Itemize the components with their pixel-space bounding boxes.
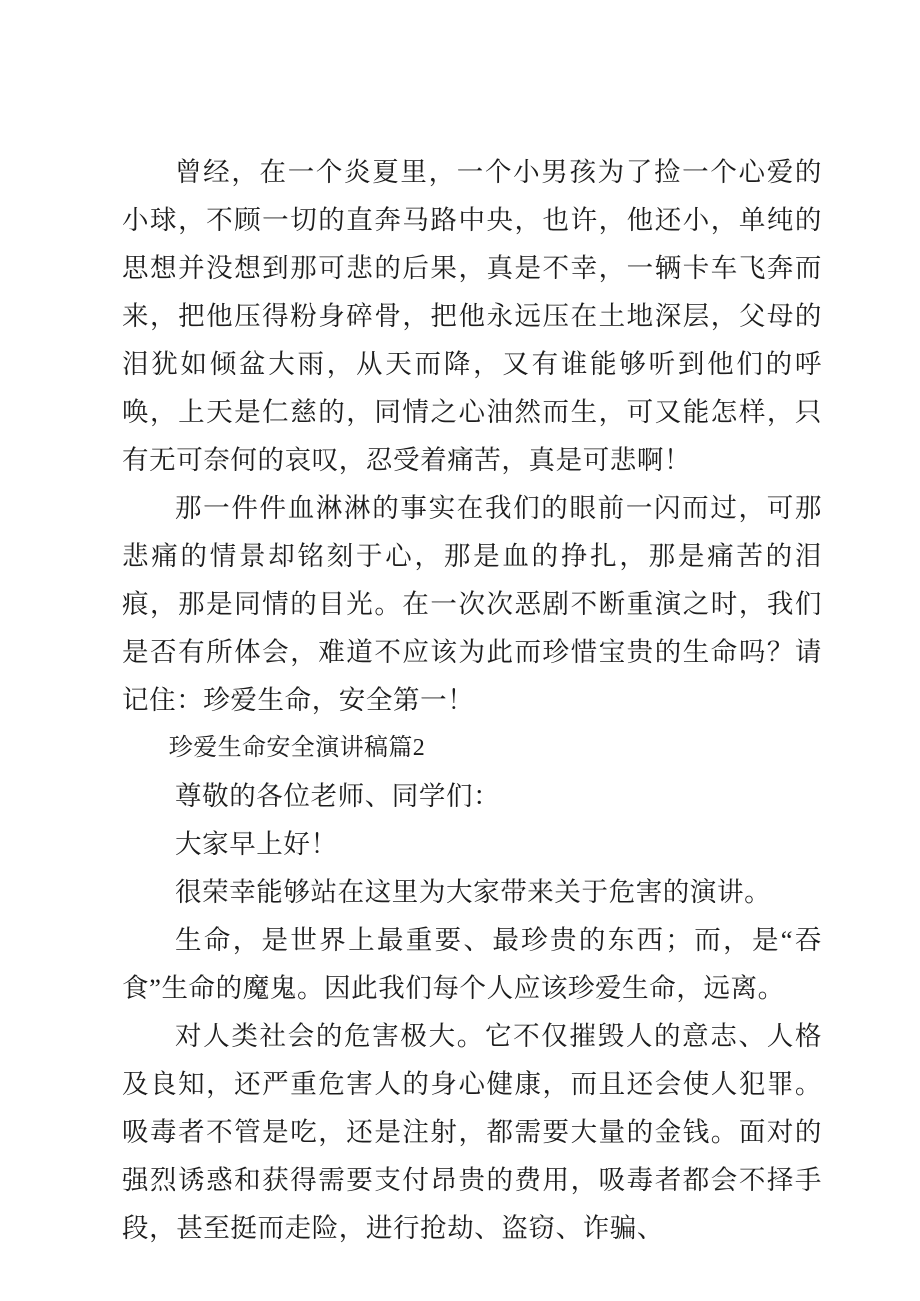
paragraph-2: 那一件件血淋淋的事实在我们的眼前一闪而过，可那悲痛的情景却铭刻于心，那是血的挣扎，那是痛苦的泪痕，那是同情的目光。在一次次恶剧不断重演之时，我们是否有所体会，难道不应该为此而珍惜宝贵的生命吗？请记住：珍爱生命，安全第一！ bbox=[122, 493, 822, 715]
paragraph-social-harm: 对人类社会的危害极大。它不仅摧毁人的意志、人格及良知，还严重危害人的身心健康，而且还会使人犯罪。吸毒者不管是吃，还是注射，都需要大量的金钱。面对的强烈诱惑和获得需要支付昂贵的费用，吸毒者都会不择手段，甚至挺而走险，进行抢劫、盗窃、诈骗、 bbox=[122, 1021, 822, 1243]
document-text-body bbox=[122, 148, 822, 1252]
section-heading-speech-2: 珍爱生命安全演讲稿篇2 bbox=[168, 735, 426, 761]
opening-line: 很荣幸能够站在这里为大家带来关于危害的演讲。 bbox=[175, 877, 772, 907]
paragraph-1: 曾经，在一个炎夏里，一个小男孩为了捡一个心爱的小球，不顾一切的直奔马路中央，也许，他还小，单纯的思想并没想到那可悲的后果，真是不幸，一辆卡车飞奔而来，把他压得粉身碎骨，把他永远压在土地深层，父母的泪犹如倾盆大雨，从天而降，又有谁能够听到他们的呼唤，上天是仁慈的，同情之心油然而生，可又能怎样，只有无可奈何的哀叹，忍受着痛苦，真是可悲啊！ bbox=[122, 157, 822, 475]
paragraph-life-value: 生命，是世界上最重要、最珍贵的东西；而，是“吞食”生命的魔鬼。因此我们每个人应该珍爱生命，远离。 bbox=[122, 925, 822, 1003]
salutation-line: 尊敬的各位老师、同学们： bbox=[175, 781, 501, 811]
greeting-line: 大家早上好！ bbox=[175, 829, 338, 859]
